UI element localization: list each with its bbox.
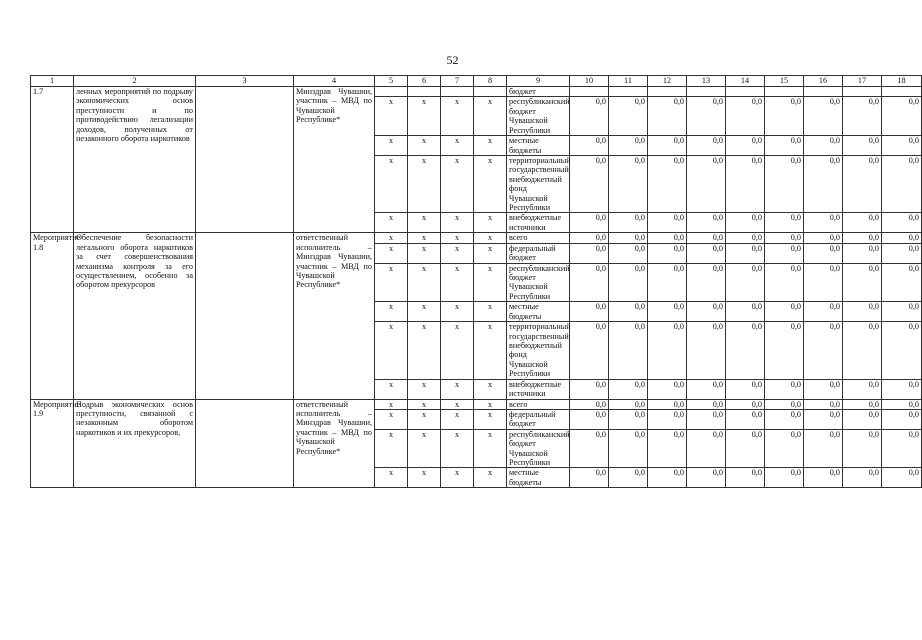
target-mark-cell: x [408, 468, 441, 488]
year-value-cell [648, 87, 687, 97]
year-value-cell: 0,0 [726, 409, 765, 429]
funding-source: бюджет [507, 87, 570, 97]
target-mark-cell: x [441, 243, 474, 263]
year-value-cell: 0,0 [570, 213, 609, 233]
column-number: 4 [294, 76, 375, 87]
target-mark-cell: x [474, 263, 507, 302]
table-row [31, 233, 922, 243]
year-value-cell: 0,0 [765, 409, 804, 429]
target-mark-cell: x [408, 302, 441, 322]
column-number: 1 [31, 76, 74, 87]
year-value-cell: 0,0 [804, 322, 843, 380]
year-value-cell: 0,0 [609, 399, 648, 409]
year-value-cell [804, 87, 843, 97]
target-mark-cell: x [474, 213, 507, 233]
funding-source: федеральный бюджет [507, 243, 570, 263]
year-value-cell: 0,0 [609, 155, 648, 213]
measure-executor: Минздрав Чувашии, участник – МВД по Чувашской Республике* [294, 87, 375, 233]
measure-col3 [196, 399, 294, 488]
target-mark-cell: x [441, 429, 474, 468]
year-value-cell: 0,0 [570, 399, 609, 409]
target-mark-cell: x [408, 429, 441, 468]
year-value-cell: 0,0 [726, 429, 765, 468]
year-value-cell: 0,0 [687, 136, 726, 156]
target-mark-cell: x [408, 399, 441, 409]
column-number: 17 [843, 76, 882, 87]
year-value-cell: 0,0 [726, 399, 765, 409]
year-value-cell: 0,0 [687, 322, 726, 380]
year-value-cell: 0,0 [804, 97, 843, 136]
target-mark-cell: x [474, 379, 507, 399]
year-value-cell: 0,0 [726, 136, 765, 156]
year-value-cell: 0,0 [726, 322, 765, 380]
column-number: 8 [474, 76, 507, 87]
year-value-cell: 0,0 [609, 263, 648, 302]
year-value-cell: 0,0 [843, 302, 882, 322]
year-value-cell: 0,0 [804, 468, 843, 488]
target-mark-cell: x [408, 263, 441, 302]
target-mark-cell: x [375, 243, 408, 263]
year-value-cell: 0,0 [765, 468, 804, 488]
funding-source: территориальный государственный внебюджетный фонд Чувашской Республики [507, 322, 570, 380]
year-value-cell: 0,0 [843, 399, 882, 409]
year-value-cell: 0,0 [765, 322, 804, 380]
year-value-cell: 0,0 [804, 263, 843, 302]
funding-source: республиканский бюджет Чувашской Республики [507, 429, 570, 468]
year-value-cell: 0,0 [843, 409, 882, 429]
year-value-cell: 0,0 [765, 379, 804, 399]
target-mark-cell: x [441, 155, 474, 213]
year-value-cell: 0,0 [570, 233, 609, 243]
year-value-cell: 0,0 [687, 213, 726, 233]
target-mark-cell: x [474, 136, 507, 156]
target-mark-cell [408, 87, 441, 97]
funding-source: республиканский бюджет Чувашской Республики [507, 97, 570, 136]
target-mark-cell: x [375, 233, 408, 243]
year-value-cell: 0,0 [609, 97, 648, 136]
year-value-cell: 0,0 [687, 243, 726, 263]
measure-col3 [196, 87, 294, 233]
year-value-cell: 0,0 [648, 399, 687, 409]
funding-source: местные бюджеты [507, 468, 570, 488]
funding-source: внебюджетные источники [507, 213, 570, 233]
target-mark-cell: x [375, 379, 408, 399]
target-mark-cell: x [375, 429, 408, 468]
year-value-cell: 0,0 [648, 263, 687, 302]
funding-source: всего [507, 233, 570, 243]
year-value-cell: 0,0 [609, 213, 648, 233]
measure-executor: ответственный исполнитель – Минздрав Чувашии, участник – МВД по Чувашской Республике* [294, 233, 375, 399]
target-mark-cell [441, 87, 474, 97]
year-value-cell: 0,0 [843, 213, 882, 233]
target-mark-cell: x [441, 322, 474, 380]
year-value-cell: 0,0 [804, 399, 843, 409]
target-mark-cell: x [375, 213, 408, 233]
target-mark-cell [474, 87, 507, 97]
year-value-cell [843, 87, 882, 97]
year-value-cell: 0,0 [882, 213, 922, 233]
target-mark-cell: x [441, 136, 474, 156]
year-value-cell: 0,0 [570, 136, 609, 156]
column-number: 11 [609, 76, 648, 87]
measure-title: Обеспечение безопасности легального оборота наркотиков за счет совершенствования механизма контроля за его осуществлением, особенно за оборотом прекурсоров [74, 233, 196, 399]
year-value-cell: 0,0 [687, 468, 726, 488]
target-mark-cell: x [474, 468, 507, 488]
year-value-cell: 0,0 [687, 97, 726, 136]
year-value-cell: 0,0 [687, 302, 726, 322]
year-value-cell: 0,0 [765, 263, 804, 302]
year-value-cell: 0,0 [843, 429, 882, 468]
year-value-cell: 0,0 [687, 263, 726, 302]
year-value-cell: 0,0 [609, 322, 648, 380]
year-value-cell [687, 87, 726, 97]
target-mark-cell: x [408, 213, 441, 233]
year-value-cell: 0,0 [765, 136, 804, 156]
year-value-cell: 0,0 [804, 136, 843, 156]
year-value-cell: 0,0 [765, 243, 804, 263]
year-value-cell: 0,0 [648, 409, 687, 429]
measure-code: Мероприятие 1.8 [31, 233, 74, 399]
target-mark-cell: x [441, 302, 474, 322]
column-number: 14 [726, 76, 765, 87]
measure-title: Подрыв экономических основ преступности, связанной с незаконным оборотом наркотиков и их прекурсоров, [74, 399, 196, 488]
column-number: 5 [375, 76, 408, 87]
year-value-cell: 0,0 [726, 379, 765, 399]
year-value-cell [765, 87, 804, 97]
target-mark-cell: x [441, 233, 474, 243]
year-value-cell: 0,0 [726, 213, 765, 233]
column-number: 16 [804, 76, 843, 87]
year-value-cell [882, 87, 922, 97]
year-value-cell: 0,0 [648, 155, 687, 213]
year-value-cell: 0,0 [687, 233, 726, 243]
target-mark-cell: x [408, 233, 441, 243]
target-mark-cell: x [408, 243, 441, 263]
table-row [31, 87, 922, 97]
measure-executor: ответственный исполнитель – Минздрав Чувашии, участник – МВД по Чувашской Республике* [294, 399, 375, 488]
year-value-cell [726, 87, 765, 97]
year-value-cell: 0,0 [570, 409, 609, 429]
year-value-cell: 0,0 [687, 379, 726, 399]
year-value-cell: 0,0 [687, 429, 726, 468]
year-value-cell: 0,0 [882, 136, 922, 156]
target-mark-cell: x [474, 429, 507, 468]
year-value-cell: 0,0 [648, 322, 687, 380]
target-mark-cell: x [441, 379, 474, 399]
target-mark-cell: x [408, 155, 441, 213]
year-value-cell: 0,0 [882, 233, 922, 243]
year-value-cell: 0,0 [687, 155, 726, 213]
year-value-cell: 0,0 [882, 302, 922, 322]
year-value-cell: 0,0 [804, 243, 843, 263]
target-mark-cell: x [408, 409, 441, 429]
year-value-cell [609, 87, 648, 97]
year-value-cell: 0,0 [882, 263, 922, 302]
year-value-cell: 0,0 [882, 468, 922, 488]
year-value-cell: 0,0 [726, 97, 765, 136]
year-value-cell: 0,0 [648, 97, 687, 136]
target-mark-cell: x [474, 399, 507, 409]
year-value-cell: 0,0 [726, 243, 765, 263]
target-mark-cell: x [474, 243, 507, 263]
funding-source: местные бюджеты [507, 302, 570, 322]
column-number: 15 [765, 76, 804, 87]
funding-source: федеральный бюджет [507, 409, 570, 429]
target-mark-cell: x [408, 136, 441, 156]
year-value-cell: 0,0 [570, 379, 609, 399]
column-number: 10 [570, 76, 609, 87]
target-mark-cell: x [441, 97, 474, 136]
year-value-cell: 0,0 [843, 136, 882, 156]
measure-code: 1.7 [31, 87, 74, 233]
column-number: 13 [687, 76, 726, 87]
target-mark-cell: x [441, 468, 474, 488]
year-value-cell: 0,0 [882, 322, 922, 380]
year-value-cell: 0,0 [882, 97, 922, 136]
target-mark-cell: x [375, 263, 408, 302]
year-value-cell: 0,0 [765, 97, 804, 136]
target-mark-cell: x [375, 399, 408, 409]
year-value-cell: 0,0 [843, 243, 882, 263]
column-number: 12 [648, 76, 687, 87]
year-value-cell: 0,0 [804, 233, 843, 243]
target-mark-cell: x [474, 97, 507, 136]
year-value-cell: 0,0 [882, 409, 922, 429]
budget-table [30, 75, 922, 488]
year-value-cell: 0,0 [882, 379, 922, 399]
year-value-cell: 0,0 [726, 233, 765, 243]
page-number: 52 [446, 53, 459, 67]
table-body [31, 76, 922, 488]
year-value-cell: 0,0 [804, 409, 843, 429]
year-value-cell: 0,0 [726, 468, 765, 488]
year-value-cell: 0,0 [570, 263, 609, 302]
year-value-cell: 0,0 [609, 302, 648, 322]
year-value-cell: 0,0 [648, 302, 687, 322]
year-value-cell: 0,0 [648, 213, 687, 233]
year-value-cell: 0,0 [648, 468, 687, 488]
year-value-cell: 0,0 [804, 379, 843, 399]
year-value-cell: 0,0 [765, 233, 804, 243]
year-value-cell: 0,0 [648, 233, 687, 243]
year-value-cell: 0,0 [765, 429, 804, 468]
year-value-cell: 0,0 [570, 468, 609, 488]
year-value-cell [570, 87, 609, 97]
column-number: 18 [882, 76, 922, 87]
target-mark-cell: x [375, 155, 408, 213]
year-value-cell: 0,0 [609, 409, 648, 429]
target-mark-cell: x [408, 97, 441, 136]
column-number: 2 [74, 76, 196, 87]
funding-source: внебюджетные источники [507, 379, 570, 399]
year-value-cell: 0,0 [726, 155, 765, 213]
year-value-cell: 0,0 [648, 429, 687, 468]
year-value-cell: 0,0 [609, 468, 648, 488]
year-value-cell: 0,0 [882, 243, 922, 263]
year-value-cell: 0,0 [570, 302, 609, 322]
target-mark-cell: x [408, 322, 441, 380]
target-mark-cell: x [375, 97, 408, 136]
funding-source: местные бюджеты [507, 136, 570, 156]
year-value-cell: 0,0 [609, 243, 648, 263]
target-mark-cell: x [375, 322, 408, 380]
year-value-cell: 0,0 [843, 379, 882, 399]
target-mark-cell: x [441, 409, 474, 429]
year-value-cell: 0,0 [609, 233, 648, 243]
target-mark-cell: x [408, 379, 441, 399]
column-number: 7 [441, 76, 474, 87]
year-value-cell: 0,0 [609, 429, 648, 468]
year-value-cell: 0,0 [687, 399, 726, 409]
year-value-cell: 0,0 [843, 263, 882, 302]
table-row [31, 399, 922, 409]
target-mark-cell: x [375, 136, 408, 156]
funding-source: всего [507, 399, 570, 409]
year-value-cell: 0,0 [648, 136, 687, 156]
target-mark-cell: x [441, 263, 474, 302]
funding-source: республиканский бюджет Чувашской Республики [507, 263, 570, 302]
year-value-cell: 0,0 [609, 136, 648, 156]
target-mark-cell: x [441, 399, 474, 409]
year-value-cell: 0,0 [765, 155, 804, 213]
year-value-cell: 0,0 [843, 233, 882, 243]
year-value-cell: 0,0 [687, 409, 726, 429]
year-value-cell: 0,0 [765, 213, 804, 233]
year-value-cell: 0,0 [804, 429, 843, 468]
year-value-cell: 0,0 [726, 263, 765, 302]
year-value-cell: 0,0 [570, 322, 609, 380]
column-number-row [31, 76, 922, 87]
year-value-cell: 0,0 [609, 379, 648, 399]
target-mark-cell: x [375, 468, 408, 488]
year-value-cell: 0,0 [726, 302, 765, 322]
year-value-cell: 0,0 [804, 302, 843, 322]
year-value-cell: 0,0 [843, 155, 882, 213]
column-number: 9 [507, 76, 570, 87]
measure-col3 [196, 233, 294, 399]
target-mark-cell: x [474, 302, 507, 322]
year-value-cell: 0,0 [843, 97, 882, 136]
year-value-cell: 0,0 [882, 399, 922, 409]
year-value-cell: 0,0 [804, 155, 843, 213]
year-value-cell: 0,0 [804, 213, 843, 233]
year-value-cell: 0,0 [570, 429, 609, 468]
target-mark-cell: x [474, 155, 507, 213]
measure-title: ленных мероприятий по подрыву экономических основ преступности и по противодействию легализации доходов, полученных от незаконного оборота наркотиков [74, 87, 196, 233]
year-value-cell: 0,0 [843, 322, 882, 380]
year-value-cell: 0,0 [648, 243, 687, 263]
target-mark-cell: x [474, 322, 507, 380]
year-value-cell: 0,0 [882, 429, 922, 468]
measure-code: Мероприятие 1.9 [31, 399, 74, 488]
column-number: 6 [408, 76, 441, 87]
year-value-cell: 0,0 [648, 379, 687, 399]
target-mark-cell [375, 87, 408, 97]
column-number: 3 [196, 76, 294, 87]
year-value-cell: 0,0 [570, 243, 609, 263]
funding-source: территориальный государственный внебюджетный фонд Чувашской Республики [507, 155, 570, 213]
year-value-cell: 0,0 [843, 468, 882, 488]
year-value-cell: 0,0 [765, 399, 804, 409]
target-mark-cell: x [474, 409, 507, 429]
target-mark-cell: x [375, 409, 408, 429]
year-value-cell: 0,0 [570, 155, 609, 213]
year-value-cell: 0,0 [882, 155, 922, 213]
year-value-cell: 0,0 [570, 97, 609, 136]
target-mark-cell: x [441, 213, 474, 233]
year-value-cell: 0,0 [765, 302, 804, 322]
target-mark-cell: x [375, 302, 408, 322]
target-mark-cell: x [474, 233, 507, 243]
